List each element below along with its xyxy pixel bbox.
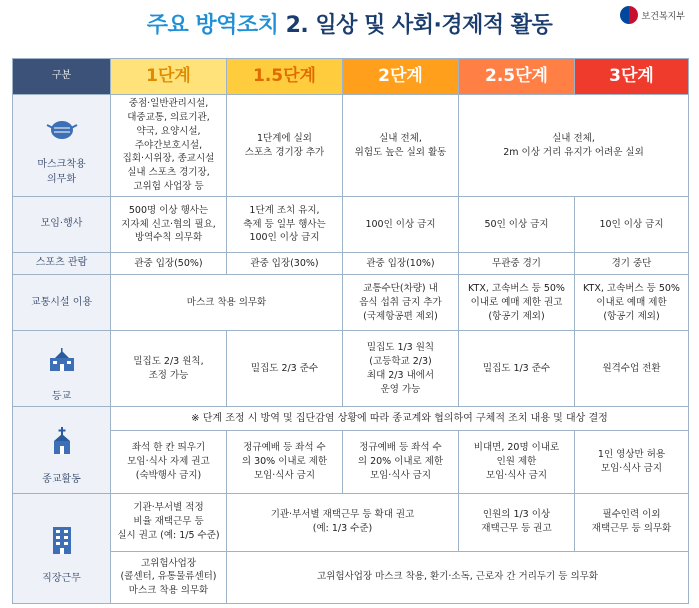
mask-stage-1-5: 1단계에 실외 스포츠 경기장 추가 (227, 95, 343, 197)
ministry-logo (620, 6, 685, 24)
category-header: 구분 (13, 59, 111, 95)
school-row (13, 331, 689, 407)
school-category (13, 331, 111, 407)
sports-stage-1: 관중 입장(50%) (111, 253, 227, 275)
mask-stage-1: 중점·일반관리시설, 대중교통, 의료기관, 약국, 요양시설, 주야간보호시설, 집회·시위장, 종교시설 실내 스포츠 경기장, 고위험 사업장 등 (111, 95, 227, 197)
school-stage-1-5: 밀집도 2/3 준수 (227, 331, 343, 407)
office-building-icon (49, 525, 75, 555)
transport-stage-2: 교통수단(차량) 내 음식 섭취 금지 추가 (국제항공편 제외) (343, 275, 459, 331)
transport-row (13, 275, 689, 331)
gathering-stage-2: 100인 이상 금지 (343, 196, 459, 252)
religion-stage-1-5: 정규예배 등 좌석 수 의 30% 이내로 제한 모임·식사 금지 (227, 431, 343, 493)
mask-stage-2-5-3: 실내 전체, 2m 이상 거리 유지가 어려운 실외 (459, 95, 689, 197)
work-row-b (13, 551, 689, 603)
religion-category (13, 407, 111, 493)
religion-stage-3: 1인 영상만 허용 모임·식사 금지 (575, 431, 689, 493)
mask-stage-2: 실내 전체, 위험도 높은 실외 활동 (343, 95, 459, 197)
stage-3-header: 3단계 (575, 59, 689, 95)
school-stage-1: 밀집도 2/3 원칙, 조정 가능 (111, 331, 227, 407)
religion-stage-2-5: 비대면, 20명 이내로 인원 제한 모임·식사 금지 (459, 431, 575, 493)
gathering-row (13, 196, 689, 252)
gathering-stage-1-5: 1단계 조치 유지, 축제 등 일부 행사는 100인 이상 금지 (227, 196, 343, 252)
work-b-stage-1-5-3: 고위험사업장 마스크 착용, 환기·소독, 근로자 간 거리두기 등 의무화 (227, 551, 689, 603)
sports-category: 스포츠 관람 (13, 253, 111, 275)
religion-note-row (13, 407, 689, 431)
sports-stage-1-5: 관중 입장(30%) (227, 253, 343, 275)
gathering-stage-2-5: 50인 이상 금지 (459, 196, 575, 252)
school-icon (47, 348, 77, 372)
work-label: 직장근무 (42, 573, 81, 585)
stage-2-header: 2단계 (343, 59, 459, 95)
stage-1-header: 1단계 (111, 59, 227, 95)
stage-header-row (13, 59, 689, 95)
sports-row (13, 253, 689, 275)
work-a-stage-2-5: 인원의 1/3 이상 재택근무 등 권고 (459, 493, 575, 551)
mask-label: 마스크착용 의무화 (37, 159, 86, 185)
stage-2-5-header: 2.5단계 (459, 59, 575, 95)
sports-stage-2: 관중 입장(10%) (343, 253, 459, 275)
title-accent: 주요 방역조치 (146, 13, 279, 38)
gathering-stage-1: 500명 이상 행사는 지자체 신고·협의 필요, 방역수칙 의무화 (111, 196, 227, 252)
religion-label: 종교활동 (42, 473, 81, 485)
school-stage-2-5: 밀집도 1/3 준수 (459, 331, 575, 407)
work-row-a (13, 493, 689, 551)
church-icon (48, 427, 76, 455)
work-a-stage-3: 필수인력 이외 재택근무 등 의무화 (575, 493, 689, 551)
stage-1-5-header: 1.5단계 (227, 59, 343, 95)
work-category (13, 493, 111, 603)
transport-stage-3: KTX, 고속버스 등 50% 이내로 예매 제한 (항공기 제외) (575, 275, 689, 331)
title-rest: 2. 일상 및 사회·경제적 활동 (285, 13, 553, 38)
religion-stage-1: 좌석 한 칸 띄우기 모임·식사 자제 권고 (숙박행사 금지) (111, 431, 227, 493)
religion-stage-2: 정규예배 등 좌석 수 의 20% 이내로 제한 모임·식사 금지 (343, 431, 459, 493)
sports-stage-3: 경기 중단 (575, 253, 689, 275)
religion-row (13, 431, 689, 493)
gathering-stage-3: 10인 이상 금지 (575, 196, 689, 252)
work-a-stage-1: 기관·부서별 적정 비율 재택근무 등 실시 권고 (예: 1/5 수준) (111, 493, 227, 551)
work-b-stage-1: 고위험사업장 (콜센터, 유통물류센터) 마스크 착용 의무화 (111, 551, 227, 603)
transport-stage-2-5: KTX, 고속버스 등 50% 이내로 예매 제한 권고 (항공기 제외) (459, 275, 575, 331)
gathering-category: 모임·행사 (13, 196, 111, 252)
taegeuk-logo-icon (620, 6, 638, 24)
work-a-stage-1-5-2: 기관·부서별 재택근무 등 확대 권고 (예: 1/3 수준) (227, 493, 459, 551)
school-stage-2: 밀집도 1/3 원칙 (고등학교 2/3) 최대 2/3 내에서 운영 가능 (343, 331, 459, 407)
religion-note: ※ 단계 조정 시 방역 및 집단감염 상황에 따라 종교계와 협의하여 구체적 조치 내용 및 대상 결정 (111, 407, 689, 431)
sports-stage-2-5: 무관중 경기 (459, 253, 575, 275)
school-stage-3: 원격수업 전환 (575, 331, 689, 407)
mask-icon (45, 119, 79, 141)
measures-table (12, 58, 689, 604)
ministry-name: 보건복지부 (641, 11, 685, 22)
mask-row (13, 95, 689, 197)
school-label: 등교 (51, 390, 72, 402)
page-title (0, 8, 699, 39)
transport-category: 교통시설 이용 (13, 275, 111, 331)
mask-category (13, 95, 111, 197)
transport-stage-1-1-5: 마스크 착용 의무화 (111, 275, 343, 331)
